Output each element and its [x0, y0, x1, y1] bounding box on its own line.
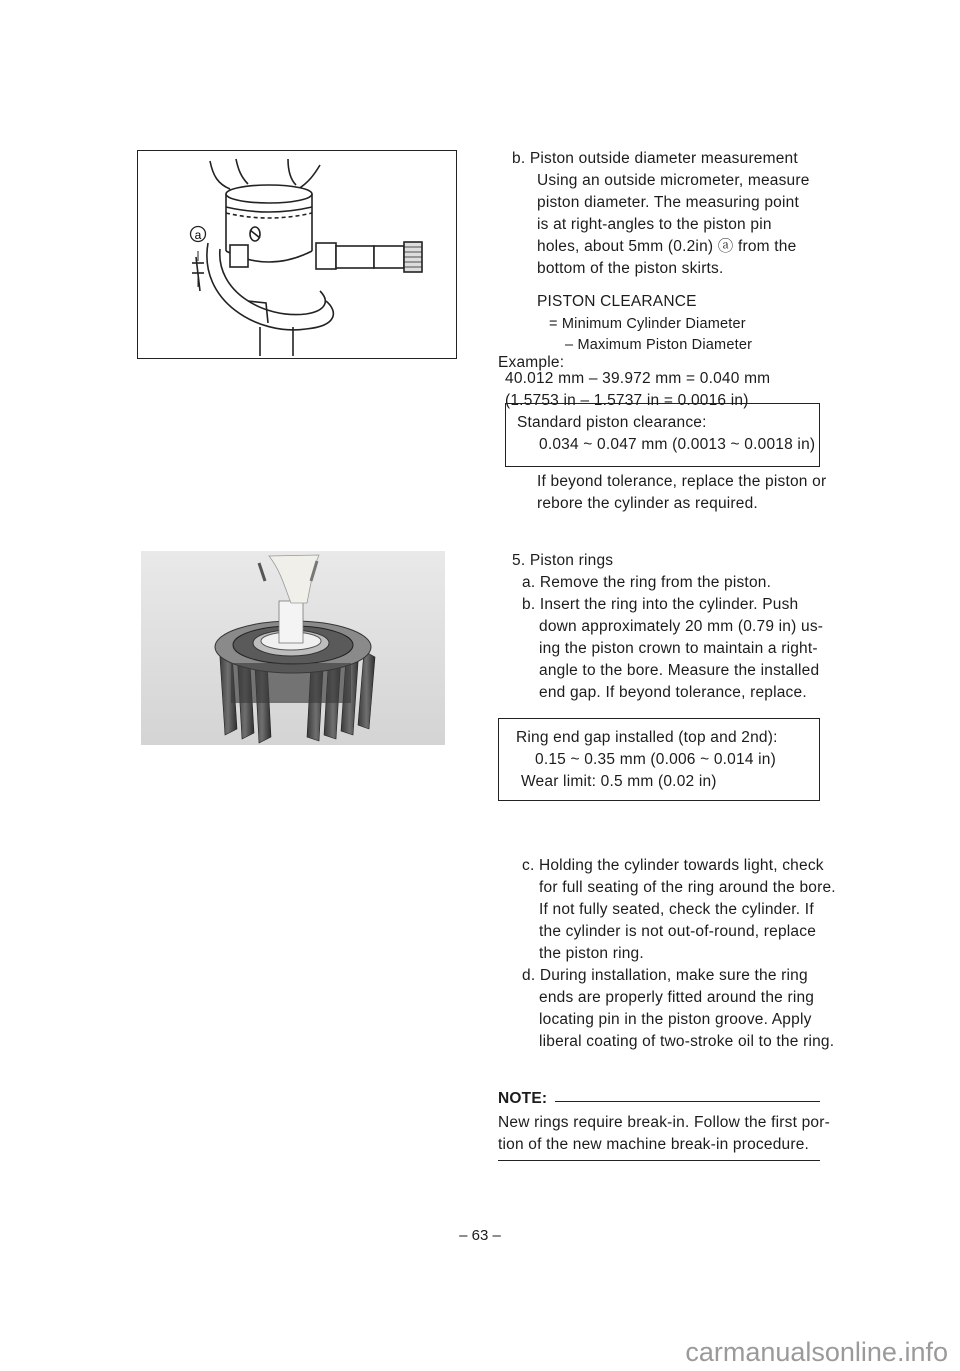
note-rule-top	[555, 1101, 820, 1102]
step-b-line: ing the piston crown to maintain a right-	[539, 640, 818, 657]
step-c-line: the cylinder is not out-of-round, replace	[539, 923, 817, 940]
section-b-line: Using an outside micrometer, measure	[537, 172, 810, 189]
step-a: a. Remove the ring from the piston.	[522, 574, 772, 591]
ring-gap-value: 0.15 ~ 0.35 mm (0.006 ~ 0.014 in)	[535, 751, 776, 768]
example-label: Example:	[498, 354, 565, 371]
figure-callout-a: a	[194, 228, 202, 242]
step-b-line: end gap. If beyond tolerance, replace.	[539, 684, 807, 701]
ring-gap-label: Ring end gap installed (top and 2nd):	[516, 729, 778, 746]
wear-limit: Wear limit: 0.5 mm (0.02 in)	[521, 773, 717, 790]
section-b-line: bottom of the piston skirts.	[537, 260, 724, 277]
ring-gap-spec-box	[498, 718, 820, 801]
step-d-line: ends are properly fitted around the ring	[539, 989, 815, 1006]
step-b-line: down approximately 20 mm (0.79 in) us-	[539, 618, 824, 635]
step-c-line: c. Holding the cylinder towards light, check	[522, 857, 824, 874]
page-number: – 63 –	[459, 1227, 501, 1244]
step-c-line: for full seating of the ring around the bore.	[539, 879, 836, 896]
note-line: tion of the new machine break-in procedure.	[498, 1136, 810, 1153]
cylinder-ring-photo	[141, 551, 445, 745]
piston-micrometer-illustration	[138, 151, 456, 358]
spec-label: Standard piston clearance:	[517, 414, 707, 431]
cylinder-ring-image	[141, 551, 445, 745]
clearance-formula-line: = Minimum Cylinder Diameter	[549, 316, 746, 332]
step-b-line: angle to the bore. Measure the installed	[539, 662, 820, 679]
section-b-line: holes, about 5mm (0.2in) ⓐ from the	[537, 238, 797, 255]
step-d-line: d. During installation, make sure the ring	[522, 967, 808, 984]
note-line: New rings require break-in. Follow the first por-	[498, 1114, 830, 1131]
step-c-line: the piston ring.	[539, 945, 644, 962]
step-d-line: locating pin in the piston groove. Apply	[539, 1011, 812, 1028]
section-b-line: piston diameter. The measuring point	[537, 194, 799, 211]
piston-rings-heading: 5. Piston rings	[512, 552, 614, 569]
example-line: (1.5753 in – 1.5737 in = 0.0016 in)	[505, 392, 749, 409]
section-b-title: b. Piston outside diameter measurement	[512, 150, 798, 167]
step-c-line: If not fully seated, check the cylinder. If	[539, 901, 814, 918]
piston-clearance-spec-box	[505, 403, 820, 467]
note-rule-bottom	[498, 1160, 820, 1161]
example-line: 40.012 mm – 39.972 mm = 0.040 mm	[505, 370, 771, 387]
step-b-line: b. Insert the ring into the cylinder. Push	[522, 596, 799, 613]
step-d-line: liberal coating of two-stroke oil to the ring.	[539, 1033, 835, 1050]
tolerance-note-line: rebore the cylinder as required.	[537, 495, 758, 512]
tolerance-note-line: If beyond tolerance, replace the piston or	[537, 473, 827, 490]
section-b-line: is at right-angles to the piston pin	[537, 216, 772, 233]
piston-clearance-heading: PISTON CLEARANCE	[537, 293, 697, 310]
piston-micrometer-figure	[137, 150, 457, 359]
spec-value: 0.034 ~ 0.047 mm (0.0013 ~ 0.0018 in)	[539, 436, 816, 453]
site-watermark: carmanualsonline.info	[685, 1337, 948, 1367]
clearance-formula-line: – Maximum Piston Diameter	[565, 337, 753, 353]
note-label: NOTE:	[498, 1090, 548, 1107]
